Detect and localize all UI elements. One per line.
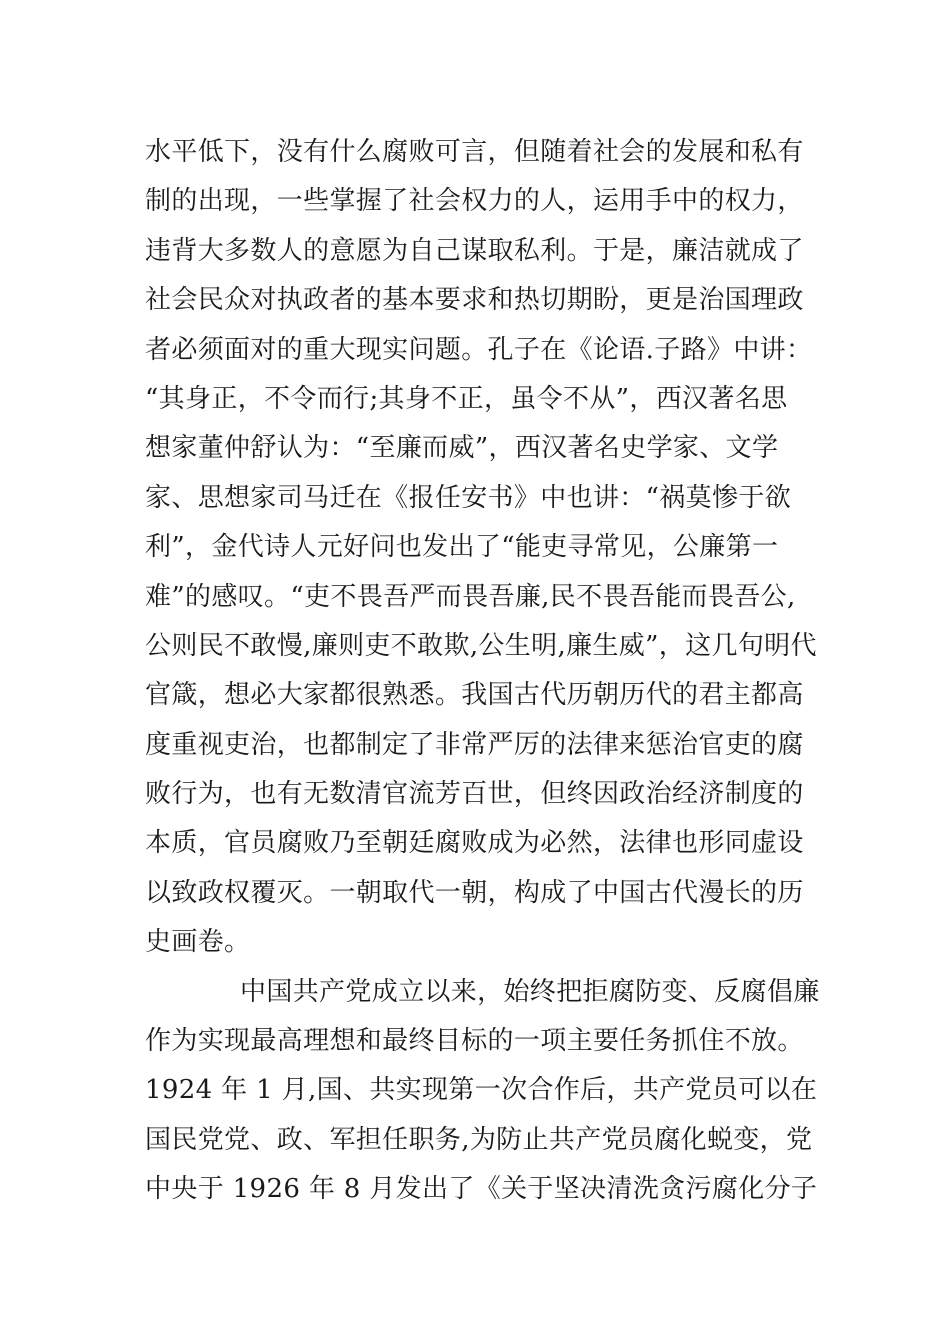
paragraph-start-line: 中国共产党成立以来，始终把拒腐防变、反腐倡廉	[240, 976, 820, 1007]
text-line: 官箴，想必大家都很熟悉。我国古代历朝历代的君主都高	[145, 680, 804, 711]
text-line: “其身正，不令而行;其身不正，虽令不从”，西汉著名思	[145, 383, 788, 414]
text-line: 史画卷。	[145, 927, 251, 958]
text-line: 家、思想家司马迁在《报任安书》中也讲：“祸莫惨于欲	[145, 482, 792, 513]
text-line: 公则民不敢慢,廉则吏不敢欺,公生明,廉生威”，这几句明代	[145, 630, 817, 661]
text-line: 败行为，也有无数清官流芳百世，但终因政治经济制度的	[145, 779, 804, 810]
text-line: 度重视吏治，也都制定了非常严厉的法律来惩治官吏的腐	[145, 729, 804, 760]
text-line: 水平低下，没有什么腐败可言，但随着社会的发展和私有	[145, 137, 804, 167]
text-line: 作为实现最高理想和最终目标的一项主要任务抓住不放。	[145, 1026, 804, 1057]
text-line: 国民党党、政、军担任职务,为防止共产党员腐化蜕变，党	[145, 1124, 813, 1155]
text-line: 者必须面对的重大现实问题。孔子在《论语.子路》中讲：	[145, 334, 813, 365]
body-text	[145, 128, 820, 1215]
text-line: 利”，金代诗人元好问也发出了“能吏寻常见，公廉第一	[145, 532, 779, 563]
text-line: 社会民众对执政者的基本要求和热切期盼，更是治国理政	[145, 285, 804, 316]
text-line: 想家董仲舒认为：“至廉而威”，西汉著名史学家、文学	[145, 433, 779, 464]
text-line: 难”的感叹。“吏不畏吾严而畏吾廉,民不畏吾能而畏吾公,	[145, 581, 796, 612]
text-line: 中央于 1926 年 8 月发出了《关于坚决清洗贪污腐化分子	[145, 1174, 818, 1205]
text-line: 违背大多数人的意愿为自己谋取私利。于是，廉洁就成了	[145, 235, 804, 266]
text-line: 1924 年 1 月,国、共实现第一次合作后，共产党员可以在	[145, 1075, 818, 1106]
text-line: 制的出现，一些掌握了社会权力的人，运用手中的权力，	[145, 186, 804, 217]
text-line: 以致政权覆灭。一朝取代一朝，构成了中国古代漫长的历	[145, 877, 804, 908]
text-line: 本质，官员腐败乃至朝廷腐败成为必然，法律也形同虚设	[145, 828, 804, 859]
